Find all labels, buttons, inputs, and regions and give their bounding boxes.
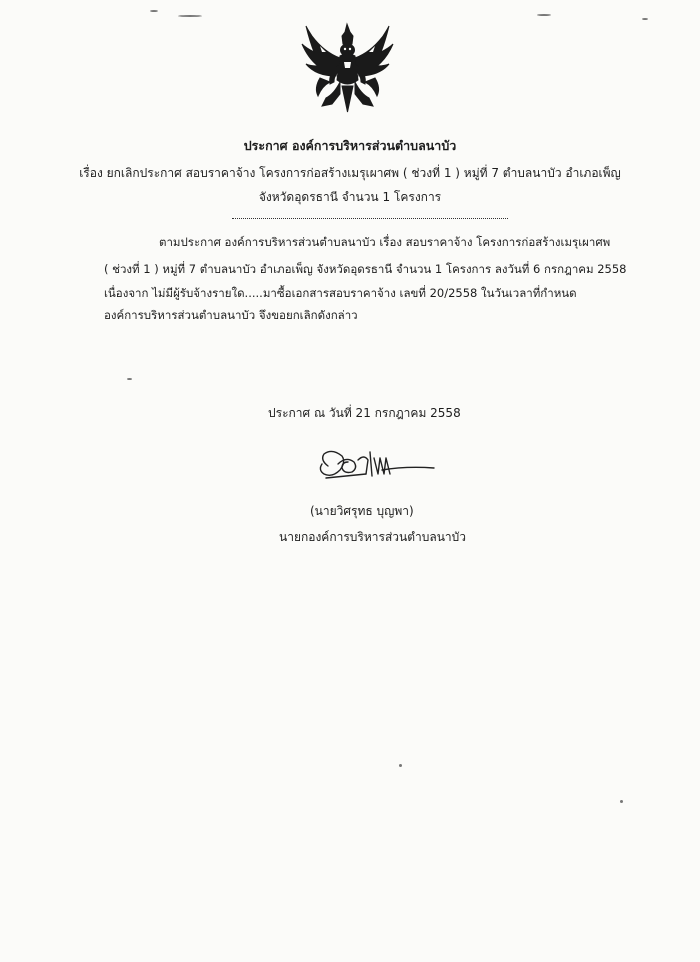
scan-speck [620, 800, 623, 803]
scan-speck [150, 10, 158, 12]
announcement-subject-line-2: จังหวัดอุดรธานี จำนวน 1 โครงการ [258, 190, 442, 204]
announcement-date: ประกาศ ณ วันที่ 21 กรกฎาคม 2558 [268, 406, 461, 420]
handwritten-signature [316, 446, 436, 490]
garuda-emblem-icon [300, 22, 395, 114]
signatory-position: นายกองค์การบริหารส่วนตำบลนาบัว [279, 530, 467, 544]
body-line-4: องค์การบริหารส่วนตำบลนาบัว จึงขอยกเลิกดังกล่าว [104, 308, 358, 322]
dotted-separator [232, 212, 508, 219]
scan-speck [642, 18, 648, 20]
signatory-name: (นายวิศรุทธ บุญพา) [310, 504, 414, 518]
scan-speck [127, 378, 132, 380]
body-line-2: ( ช่วงที่ 1 ) หมู่ที่ 7 ตำบลนาบัว อำเภอเพ็ญ จังหวัดอุดรธานี จำนวน 1 โครงการ ลงวันที่ 6 กรกฎาคม 2558 [104, 262, 627, 276]
scan-speck [178, 15, 202, 17]
body-line-3: เนื่องจาก ไม่มีผู้รับจ้างรายใด.....มาซื้อเอกสารสอบราคาจ้าง เลขที่ 20/2558 ในวันเวลาที่กำหนด [104, 286, 577, 300]
body-line-1: ตามประกาศ องค์การบริหารส่วนตำบลนาบัว เรื่อง สอบราคาจ้าง โครงการก่อสร้างเมรุเผาศพ [159, 235, 611, 249]
scan-speck [537, 14, 551, 16]
announcement-title: ประกาศ องค์การบริหารส่วนตำบลนาบัว [243, 138, 457, 153]
announcement-subject-line-1: เรื่อง ยกเลิกประกาศ สอบราคาจ้าง โครงการก่อสร้างเมรุเผาศพ ( ช่วงที่ 1 ) หมู่ที่ 7 ตำบลนาบัว อำเภอเพ็ญ [79, 166, 621, 180]
scan-speck [399, 764, 402, 767]
